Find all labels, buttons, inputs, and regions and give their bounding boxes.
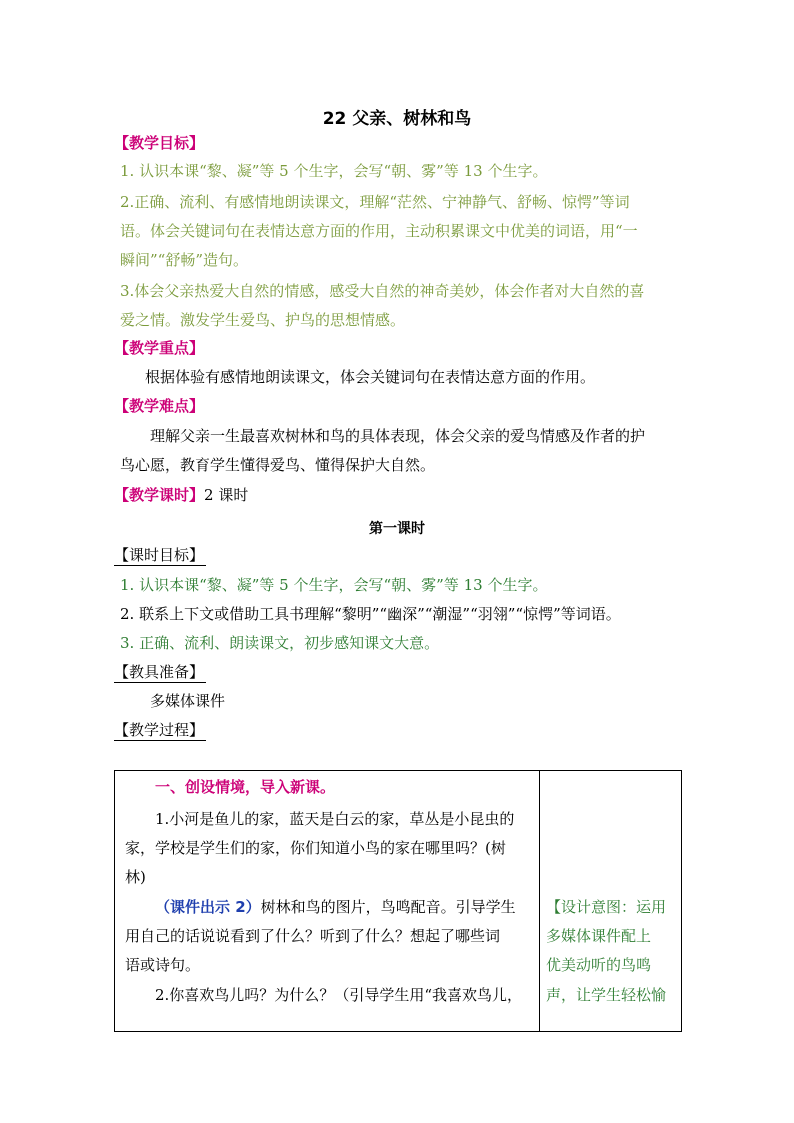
paragraph-line: 用自己的话说说看到了什么？听到了什么？想起了哪些词 bbox=[125, 927, 501, 945]
paragraph-line: 1.小河是鱼儿的家，蓝天是白云的家，草丛是小昆虫的 bbox=[155, 810, 515, 828]
key-points-text: 根据体验有感情地朗读课文，体会关键词句在表情达意方面的作用。 bbox=[145, 368, 596, 386]
courseware-label: （课件出示 2） bbox=[155, 898, 261, 916]
paragraph-line: 家，学校是学生们的家，你们知道小鸟的家在哪里吗？(树 bbox=[125, 839, 506, 857]
goal-line-3: 语。体会关键词句在表情达意方面的作用，主动积累课文中优美的词语，用“一 bbox=[120, 222, 638, 240]
prep-heading: 【教具准备】 bbox=[114, 663, 205, 681]
hours-row bbox=[114, 485, 248, 505]
goal-line-1: 1. 认识本课“黎、凝”等 5 个生字，会写“朝、雾”等 13 个生字。 bbox=[120, 162, 548, 180]
design-note-line: 声，让学生轻松愉 bbox=[546, 986, 667, 1004]
process-side-cell bbox=[540, 771, 682, 1032]
process-table bbox=[114, 770, 682, 1032]
goal-line-4: 瞬间”“舒畅”造句。 bbox=[120, 251, 249, 269]
prep-text: 多媒体课件 bbox=[150, 692, 226, 710]
difficulties-line-1: 理解父亲一生最喜欢树林和鸟的具体表现，体会父亲的爱鸟情感及作者的护 bbox=[150, 427, 646, 445]
goal-line-6: 爱之情。激发学生爱鸟、护鸟的思想情感。 bbox=[120, 311, 406, 329]
lesson-heading: 第一课时 bbox=[369, 521, 425, 537]
objective-line-1: 1. 认识本课“黎、凝”等 5 个生字，会写“朝、雾”等 13 个生字。 bbox=[120, 576, 548, 594]
key-points-heading: 【教学重点】 bbox=[114, 339, 205, 357]
paragraph-line: 2.你喜欢鸟儿吗？为什么？（引导学生用“我喜欢鸟儿， bbox=[155, 986, 522, 1004]
goal-line-2: 2.正确、流利、有感情地朗读课文，理解“茫然、宁神静气、舒畅、惊愕”等词 bbox=[120, 193, 630, 211]
process-main-cell bbox=[115, 771, 540, 1032]
objective-line-3: 3. 正确、流利、朗读课文，初步感知课文大意。 bbox=[120, 634, 440, 652]
page-title: 22 父亲、树林和鸟 bbox=[322, 109, 472, 129]
courseware-text: 树林和鸟的图片，鸟鸣配音。引导学生 bbox=[260, 898, 516, 916]
goal-line-5: 3.体会父亲热爱大自然的情感，感受大自然的神奇美妙，体会作者对大自然的喜 bbox=[120, 282, 645, 300]
goals-heading: 【教学目标】 bbox=[114, 134, 205, 152]
difficulties-heading: 【教学难点】 bbox=[114, 397, 205, 415]
design-note-line: 多媒体课件配上 bbox=[546, 927, 652, 945]
difficulties-line-2: 鸟心愿，教育学生懂得爱鸟、懂得保护大自然。 bbox=[120, 456, 436, 474]
design-note-line: 优美动听的鸟鸣 bbox=[546, 956, 652, 974]
paragraph-line: 林) bbox=[125, 868, 146, 886]
process-heading: 【教学过程】 bbox=[114, 721, 205, 739]
section-heading: 一、创设情境，导入新课。 bbox=[155, 778, 336, 796]
paragraph-line bbox=[155, 897, 516, 917]
paragraph-line: 语或诗句。 bbox=[125, 956, 201, 974]
objective-line-2: 2. 联系上下文或借助工具书理解“黎明”“幽深”“潮湿”“羽翎”“惊愕”等词语。 bbox=[120, 605, 621, 623]
hours-value: 2 课时 bbox=[204, 486, 249, 504]
objectives-heading: 【课时目标】 bbox=[114, 546, 205, 564]
hours-heading: 【教学课时】 bbox=[114, 486, 205, 504]
design-note-line: 【设计意图：运用 bbox=[546, 898, 667, 916]
